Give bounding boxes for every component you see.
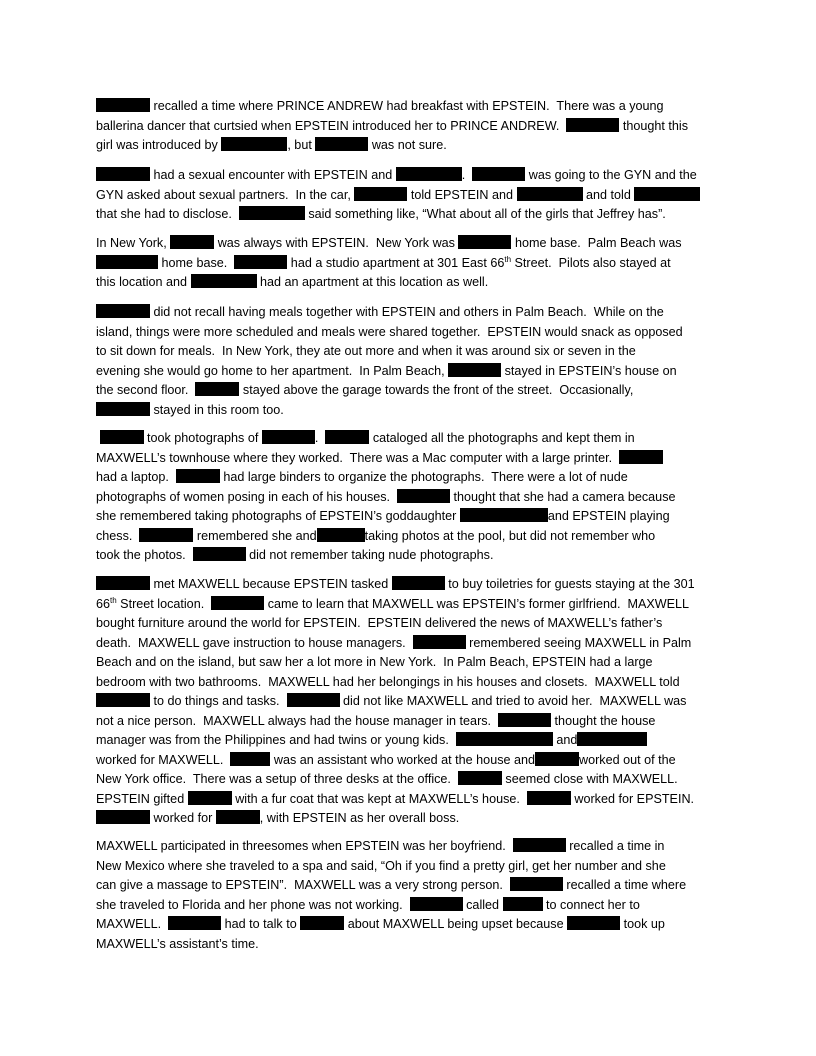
redaction-block bbox=[510, 877, 563, 891]
redaction-block bbox=[634, 187, 700, 201]
redaction-block bbox=[287, 693, 340, 707]
text-run: the second floor. bbox=[96, 383, 196, 397]
text-run: stayed above the garage towards the front of the street. Occasionally, bbox=[239, 383, 634, 397]
text-line bbox=[96, 731, 647, 750]
text-line bbox=[96, 595, 689, 614]
text-run: not a nice person. MAXWELL always had the house manager in tears. bbox=[96, 713, 499, 728]
text-run: did not recall having meals together with EPSTEIN and others in Palm Beach. While on the bbox=[150, 305, 664, 319]
redaction-block bbox=[396, 167, 462, 181]
text-run: , with EPSTEIN as her overall boss. bbox=[259, 811, 460, 825]
text-run: to do things and tasks. bbox=[150, 694, 287, 708]
text-line bbox=[96, 205, 666, 224]
text-run: Beach and on the island, but saw her a lot more in New York. In Palm Beach, EPSTEIN had a large bbox=[96, 655, 653, 669]
text-run: said something like, “What about all of the girls that Jeffrey has”. bbox=[304, 207, 666, 221]
text-run: island, things were more scheduled and meals were shared together. EPSTEIN would snack as opposed bbox=[96, 324, 683, 339]
redaction-block bbox=[230, 752, 270, 766]
text-run: told EPSTEIN and bbox=[407, 187, 517, 202]
redaction-block bbox=[472, 167, 525, 181]
text-run: home base. Palm Beach was bbox=[511, 236, 682, 250]
text-run: taking photos at the pool, but did not remember who bbox=[364, 528, 656, 543]
text-line bbox=[96, 809, 459, 828]
text-run: recalled a time in bbox=[565, 839, 665, 853]
redaction-block bbox=[354, 187, 407, 201]
redaction-block bbox=[317, 528, 365, 542]
text-run: can give a massage to EPSTEIN”. MAXWELL was a very strong person. bbox=[96, 878, 510, 892]
text-run: photographs of women posing in each of his houses. bbox=[96, 489, 398, 504]
text-line bbox=[96, 876, 686, 895]
redaction-block bbox=[216, 810, 260, 824]
text-run: with a fur coat that was kept at MAXWELL’s house. bbox=[231, 791, 527, 806]
redaction-block bbox=[566, 118, 619, 132]
text-run: MAXWELL. bbox=[96, 917, 169, 931]
redaction-block bbox=[513, 838, 566, 852]
redaction-block bbox=[193, 547, 246, 561]
redaction-block bbox=[315, 137, 368, 151]
text-run: manager was from the Philippines and had twins or young kids. bbox=[96, 733, 456, 747]
text-run: worked for MAXWELL. bbox=[96, 752, 231, 767]
text-run: evening she would go home to her apartment. In Palm Beach, bbox=[96, 363, 449, 378]
redaction-block bbox=[168, 916, 221, 930]
text-run: to buy toiletries for guests staying at the 301 bbox=[444, 577, 695, 591]
text-line bbox=[96, 634, 691, 653]
redaction-block bbox=[96, 402, 150, 416]
text-run: New Mexico where she traveled to a spa and said, “Oh if you find a pretty girl, get her number and she bbox=[96, 858, 666, 873]
text-run: thought this bbox=[619, 118, 689, 133]
text-line bbox=[96, 575, 695, 594]
text-run: New York office. There was a setup of three desks at the office. bbox=[96, 772, 458, 786]
text-line bbox=[96, 97, 664, 116]
text-line bbox=[96, 323, 683, 342]
text-run: bought furniture around the world for EPSTEIN. EPSTEIN delivered the news of MAXWELL’s father’s bbox=[96, 616, 663, 630]
redaction-block bbox=[234, 255, 287, 269]
text-line bbox=[96, 488, 676, 507]
text-run: In New York, bbox=[96, 236, 171, 250]
text-run: worked for EPSTEIN. bbox=[570, 791, 695, 806]
text-line bbox=[96, 342, 636, 361]
redaction-block bbox=[458, 771, 502, 785]
text-run: called bbox=[462, 897, 503, 912]
text-line bbox=[96, 381, 633, 400]
redaction-block bbox=[410, 897, 463, 911]
text-run: Street location. bbox=[116, 596, 212, 611]
redaction-block bbox=[96, 98, 150, 112]
redaction-block bbox=[195, 382, 239, 396]
text-line bbox=[96, 186, 700, 205]
text-run: seemed close with MAXWELL. bbox=[501, 772, 678, 786]
redaction-block bbox=[96, 693, 150, 707]
text-run: home base. bbox=[158, 255, 235, 270]
redaction-block bbox=[96, 167, 150, 181]
redaction-block bbox=[96, 576, 150, 590]
redaction-block bbox=[96, 255, 158, 269]
redaction-block bbox=[567, 916, 620, 930]
text-line bbox=[96, 614, 662, 633]
redaction-block bbox=[211, 596, 264, 610]
redaction-block bbox=[170, 235, 214, 249]
redaction-block bbox=[188, 791, 232, 805]
text-run: and bbox=[552, 733, 578, 747]
text-run: was always with EPSTEIN. New York was bbox=[214, 236, 459, 250]
text-run: 66 bbox=[96, 596, 111, 611]
text-line bbox=[96, 896, 640, 915]
text-run: to sit down for meals. In New York, they ate out more and when it was around six or seven in the bbox=[96, 344, 636, 358]
text-line bbox=[96, 303, 664, 322]
text-run: took the photos. bbox=[96, 548, 193, 562]
text-line bbox=[96, 712, 655, 731]
text-run: stayed in EPSTEIN’s house on bbox=[501, 363, 677, 378]
text-run: worked for bbox=[150, 811, 216, 825]
redaction-block bbox=[300, 916, 344, 930]
text-line bbox=[96, 401, 284, 420]
text-run: , but bbox=[287, 138, 316, 152]
text-run: met MAXWELL because EPSTEIN tasked bbox=[150, 577, 392, 591]
text-line bbox=[96, 449, 663, 468]
text-run: death. MAXWELL gave instruction to house managers. bbox=[96, 635, 413, 650]
text-line bbox=[96, 673, 680, 692]
text-line bbox=[96, 935, 259, 954]
text-line bbox=[96, 770, 678, 789]
text-line bbox=[96, 117, 688, 136]
redaction-block bbox=[96, 304, 150, 318]
text-run: MAXWELL participated in threesomes when EPSTEIN was her boyfriend. bbox=[96, 839, 513, 853]
text-run: to connect her to bbox=[542, 897, 640, 912]
text-run: had to talk to bbox=[221, 917, 301, 931]
text-run: had an apartment at this location as well. bbox=[256, 275, 489, 289]
redaction-block bbox=[221, 137, 287, 151]
text-line bbox=[96, 234, 682, 253]
text-run: she traveled to Florida and her phone was not working. bbox=[96, 897, 410, 912]
text-run: bedroom with two bathrooms. MAXWELL had her belongings in his houses and closets. MAXWELL told bbox=[96, 674, 680, 689]
redaction-block bbox=[262, 430, 315, 444]
redaction-block bbox=[176, 469, 220, 483]
text-run: EPSTEIN gifted bbox=[96, 791, 188, 806]
redaction-block bbox=[503, 897, 543, 911]
text-run: she remembered taking photographs of EPSTEIN’s goddaughter bbox=[96, 509, 460, 523]
redaction-block bbox=[139, 528, 193, 542]
text-line bbox=[96, 507, 670, 526]
text-run: MAXWELL’s townhouse where they worked. There was a Mac computer with a large printer. bbox=[96, 450, 620, 465]
text-run: had a laptop. bbox=[96, 470, 176, 484]
text-line bbox=[96, 166, 697, 185]
text-run: thought that she had a camera because bbox=[450, 489, 676, 504]
redaction-block bbox=[619, 450, 663, 464]
redaction-block bbox=[96, 810, 150, 824]
text-run: this location and bbox=[96, 275, 191, 289]
text-run: took photographs of bbox=[143, 431, 262, 445]
redaction-block bbox=[460, 508, 548, 522]
text-run: . bbox=[314, 431, 326, 445]
text-run: thought the house bbox=[551, 713, 656, 728]
text-run: did not like MAXWELL and tried to avoid her. MAXWELL was bbox=[339, 694, 687, 708]
redaction-block bbox=[517, 187, 583, 201]
text-run: came to learn that MAXWELL was EPSTEIN’s former girlfriend. MAXWELL bbox=[264, 596, 690, 611]
redaction-block bbox=[498, 713, 551, 727]
text-run: took up bbox=[620, 917, 665, 931]
redaction-block bbox=[527, 791, 571, 805]
superscript: th bbox=[110, 595, 117, 605]
text-run: Street. Pilots also stayed at bbox=[511, 255, 671, 270]
text-line bbox=[96, 915, 665, 934]
text-line bbox=[96, 136, 447, 155]
text-run: remembered she and bbox=[193, 528, 317, 543]
text-run: was not sure. bbox=[368, 138, 447, 152]
text-run: stayed in this room too. bbox=[150, 402, 284, 417]
text-line bbox=[96, 468, 628, 487]
redaction-block bbox=[397, 489, 450, 503]
text-line bbox=[96, 527, 655, 546]
redaction-block bbox=[100, 430, 144, 444]
text-run: and told bbox=[582, 187, 635, 202]
redaction-block bbox=[413, 635, 466, 649]
redaction-block bbox=[392, 576, 445, 590]
text-line bbox=[96, 362, 677, 381]
text-run: had a sexual encounter with EPSTEIN and bbox=[150, 168, 396, 182]
text-run: cataloged all the photographs and kept them in bbox=[369, 431, 635, 445]
text-run: girl was introduced by bbox=[96, 138, 222, 152]
text-run: had a studio apartment at 301 East 66 bbox=[287, 255, 505, 270]
text-run: was going to the GYN and the bbox=[525, 168, 697, 182]
redaction-block bbox=[191, 274, 257, 288]
redaction-block bbox=[535, 752, 579, 766]
text-line bbox=[96, 857, 666, 876]
text-run: MAXWELL’s assistant’s time. bbox=[96, 936, 259, 951]
text-line bbox=[96, 837, 664, 856]
text-run: worked out of the bbox=[579, 752, 676, 767]
text-line bbox=[96, 790, 694, 809]
text-line bbox=[96, 751, 676, 770]
redaction-block bbox=[325, 430, 369, 444]
text-line bbox=[96, 273, 488, 292]
text-line bbox=[96, 653, 653, 672]
text-run: did not remember taking nude photographs. bbox=[245, 548, 494, 562]
redaction-block bbox=[448, 363, 501, 377]
text-run: had large binders to organize the photographs. There were a lot of nude bbox=[219, 470, 628, 484]
text-run: remembered seeing MAXWELL in Palm bbox=[465, 635, 692, 650]
text-run: was an assistant who worked at the house and bbox=[270, 752, 536, 767]
text-run: recalled a time where PRINCE ANDREW had breakfast with EPSTEIN. There was a young bbox=[150, 99, 664, 113]
text-run: recalled a time where bbox=[562, 878, 687, 892]
text-run: and EPSTEIN playing bbox=[547, 509, 670, 523]
text-run: . bbox=[461, 168, 473, 182]
text-run: that she had to disclose. bbox=[96, 207, 239, 221]
text-run: about MAXWELL being upset because bbox=[344, 917, 568, 931]
text-line bbox=[96, 254, 671, 273]
text-run: chess. bbox=[96, 528, 140, 543]
text-line bbox=[96, 692, 686, 711]
redaction-block bbox=[458, 235, 511, 249]
text-run: GYN asked about sexual partners. In the car, bbox=[96, 187, 355, 202]
text-line bbox=[96, 429, 635, 448]
redaction-block bbox=[239, 206, 305, 220]
redaction-block bbox=[577, 732, 647, 746]
text-run: ballerina dancer that curtsied when EPSTEIN introduced her to PRINCE ANDREW. bbox=[96, 118, 567, 133]
text-line bbox=[96, 546, 493, 565]
superscript: th bbox=[504, 254, 512, 264]
redaction-block bbox=[456, 732, 553, 746]
